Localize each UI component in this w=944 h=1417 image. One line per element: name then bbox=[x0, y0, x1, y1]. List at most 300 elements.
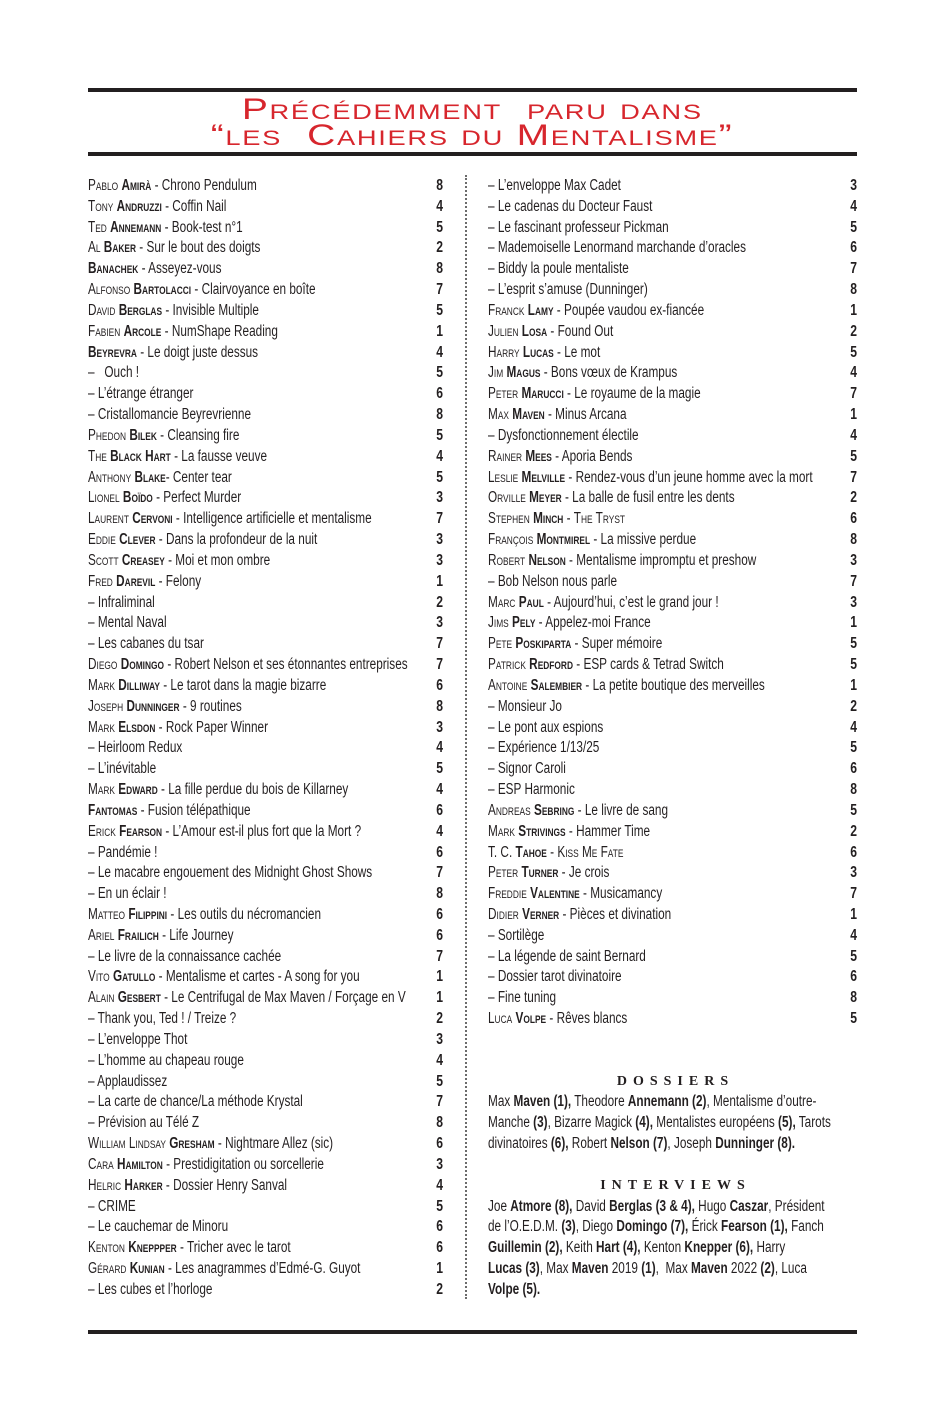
issue-number: 2 bbox=[436, 1010, 443, 1028]
issue-number: 1 bbox=[436, 572, 443, 590]
text: Fanch bbox=[787, 1218, 824, 1236]
entry-label bbox=[488, 384, 701, 405]
text: Hugo bbox=[694, 1197, 730, 1215]
entry-title: - L’Amour est-il plus fort que la Mort ? bbox=[162, 822, 362, 840]
entry-label bbox=[88, 676, 326, 697]
author-last-name: Gresham bbox=[169, 1135, 215, 1153]
entry-title: – CRIME bbox=[88, 1197, 136, 1215]
entry-label bbox=[488, 697, 562, 718]
author-first-name: Lionel bbox=[88, 489, 120, 507]
issue-number: 2 bbox=[850, 822, 857, 840]
entry-label bbox=[488, 718, 603, 739]
issue-number: 6 bbox=[850, 510, 857, 528]
dossiers-paragraph bbox=[488, 1092, 857, 1154]
toc-entry bbox=[488, 572, 857, 593]
entry-title: - Invisible Multiple bbox=[162, 301, 259, 319]
author-last-name: Turner bbox=[521, 864, 559, 882]
toc-entry bbox=[88, 822, 443, 843]
toc-entry bbox=[488, 447, 857, 468]
toc-entry bbox=[488, 738, 857, 759]
entry-label bbox=[88, 1217, 228, 1238]
author-first-name: Marc bbox=[488, 593, 516, 611]
issue-number: 6 bbox=[850, 760, 857, 778]
toc-entry bbox=[88, 926, 443, 947]
entry-label bbox=[488, 926, 544, 947]
issue-number: 3 bbox=[850, 177, 857, 194]
issue-number: 7 bbox=[850, 468, 857, 486]
entry-title: - bbox=[546, 843, 558, 861]
entry-title: - Cleansing fire bbox=[156, 426, 240, 444]
entry-label bbox=[88, 634, 204, 655]
entry-label bbox=[488, 238, 746, 259]
issue-number: 6 bbox=[850, 968, 857, 986]
entry-label bbox=[88, 468, 232, 489]
issue-number: 3 bbox=[436, 718, 443, 736]
toc-entry bbox=[488, 926, 857, 947]
author-last-name: Volpe bbox=[515, 1010, 547, 1028]
entry-label bbox=[88, 405, 251, 426]
issue-number: 6 bbox=[850, 239, 857, 257]
issue-number: 1 bbox=[436, 1260, 443, 1278]
author-last-name: Minch bbox=[533, 510, 564, 528]
text: Harry bbox=[753, 1239, 786, 1257]
toc-entry bbox=[488, 509, 857, 530]
author-last-name: Fantomas bbox=[88, 801, 138, 819]
author-last-name: Meyer bbox=[529, 489, 562, 507]
entry-title: – Le pont aux espions bbox=[488, 718, 604, 736]
issue-number: 1 bbox=[850, 406, 857, 424]
entry-title: - Aujourd’hui, c’est le grand jour ! bbox=[543, 593, 719, 611]
entry-label bbox=[88, 697, 242, 718]
paragraph-line bbox=[488, 1092, 857, 1113]
entry-title: – Bob Nelson nous parle bbox=[488, 572, 618, 590]
author-first-name: David bbox=[88, 301, 116, 319]
entry-title: – L’enveloppe Thot bbox=[88, 1030, 188, 1048]
bold-text: Maven (1), bbox=[513, 1093, 572, 1111]
author-first-name: Franck bbox=[488, 301, 525, 319]
entry-label bbox=[488, 447, 632, 468]
entry-label bbox=[488, 822, 650, 843]
entry-title: - Musicamancy bbox=[579, 885, 663, 903]
entry-label bbox=[488, 426, 639, 447]
entry-title: - La petite boutique des merveilles bbox=[582, 676, 765, 694]
bold-text: Annemann (2) bbox=[627, 1093, 707, 1111]
entry-label bbox=[488, 405, 627, 426]
paragraph-line bbox=[488, 1238, 857, 1259]
text: Theodore bbox=[571, 1093, 628, 1111]
toc-entry bbox=[88, 1134, 443, 1155]
toc-entry bbox=[488, 468, 857, 489]
toc-entry bbox=[88, 738, 443, 759]
toc-entry bbox=[488, 759, 857, 780]
author-last-name: Baker bbox=[103, 239, 137, 257]
issue-number: 3 bbox=[436, 1155, 443, 1173]
right-column bbox=[488, 176, 857, 1301]
entry-title: - La fille perdue du bois de Killarney bbox=[157, 781, 349, 799]
author-last-name: Kneppper bbox=[128, 1239, 177, 1257]
entry-title: - Clairvoyance en boîte bbox=[191, 281, 316, 299]
author-first-name: The bbox=[88, 447, 107, 465]
author-last-name: Redford bbox=[529, 656, 573, 674]
toc-entry bbox=[488, 176, 857, 197]
bold-text: Maven bbox=[571, 1260, 609, 1278]
entry-label bbox=[488, 259, 629, 280]
entry-title: – Expérience 1/13/25 bbox=[488, 739, 600, 757]
toc-entry bbox=[88, 1051, 443, 1072]
bold-text: Knepper (6), bbox=[684, 1239, 754, 1257]
toc-entry bbox=[488, 322, 857, 343]
entry-title: - Intelligence artificielle et mentalisme bbox=[172, 510, 372, 528]
toc-entry bbox=[88, 488, 443, 509]
toc-entry bbox=[488, 363, 857, 384]
entry-title: – La légende de saint Bernard bbox=[488, 947, 646, 965]
author-last-name: Gatullo bbox=[112, 968, 156, 986]
issue-number: 8 bbox=[436, 406, 443, 424]
toc-entry bbox=[88, 905, 443, 926]
author-first-name: Alfonso bbox=[88, 281, 131, 299]
author-last-name: Bartolacci bbox=[133, 281, 192, 299]
toc-entry bbox=[488, 280, 857, 301]
entry-title: - ESP cards & Tetrad Switch bbox=[572, 656, 724, 674]
entry-title: - Book-test n°1 bbox=[161, 218, 243, 236]
entry-label bbox=[488, 488, 735, 509]
entry-label bbox=[88, 593, 155, 614]
author-last-name: Bilek bbox=[129, 426, 157, 444]
entry-title: – Le fascinant professeur Pickman bbox=[488, 218, 669, 236]
author-last-name: Strivings bbox=[518, 822, 566, 840]
author-first-name: Harry bbox=[488, 343, 520, 361]
entry-title: - Le doigt juste dessus bbox=[136, 343, 259, 361]
toc-entry bbox=[488, 676, 857, 697]
issue-number: 2 bbox=[436, 593, 443, 611]
entry-label bbox=[88, 1030, 187, 1051]
title-line-2 bbox=[0, 119, 944, 152]
issue-number: 8 bbox=[436, 260, 443, 278]
entry-title: – L’esprit s’amuse (Dunninger) bbox=[488, 281, 648, 299]
entry-label bbox=[488, 988, 556, 1009]
bold-text: Fearson (1), bbox=[721, 1218, 788, 1236]
bold-text: Hart (4), bbox=[596, 1239, 641, 1257]
entry-label bbox=[488, 655, 724, 676]
toc-entry bbox=[88, 176, 443, 197]
toc-entry bbox=[488, 301, 857, 322]
entry-label bbox=[88, 1072, 167, 1093]
toc-entry bbox=[488, 905, 857, 926]
entry-label bbox=[88, 488, 241, 509]
entry-label bbox=[488, 759, 566, 780]
issue-number: 6 bbox=[436, 676, 443, 694]
entry-title: - Le mot bbox=[553, 343, 601, 361]
toc-entry bbox=[88, 301, 443, 322]
author-first-name: Fred bbox=[88, 572, 113, 590]
toc-entry bbox=[88, 655, 443, 676]
bottom-rule bbox=[88, 1330, 857, 1334]
toc-entry bbox=[488, 655, 857, 676]
entry-label bbox=[488, 551, 756, 572]
author-last-name: Domingo bbox=[120, 656, 165, 674]
toc-entry bbox=[488, 947, 857, 968]
toc-entry bbox=[88, 509, 443, 530]
issue-number: 2 bbox=[850, 489, 857, 507]
text: David bbox=[572, 1197, 610, 1215]
issue-number: 3 bbox=[436, 614, 443, 632]
issue-number: 2 bbox=[850, 697, 857, 715]
issue-number: 5 bbox=[436, 468, 443, 486]
toc-entry bbox=[88, 1030, 443, 1051]
bold-text: Maven bbox=[690, 1260, 728, 1278]
issue-number: 6 bbox=[436, 1239, 443, 1257]
author-last-name: Valentine bbox=[530, 885, 580, 903]
toc-entry bbox=[88, 676, 443, 697]
toc-entry bbox=[88, 426, 443, 447]
issue-number: 1 bbox=[850, 905, 857, 923]
issue-number: 2 bbox=[436, 1280, 443, 1298]
text: Max bbox=[488, 1093, 514, 1111]
toc-entry bbox=[88, 634, 443, 655]
toc-entry bbox=[88, 551, 443, 572]
text: Mentalistes européens bbox=[652, 1114, 779, 1132]
entry-title: – La carte de chance/La méthode Krystal bbox=[88, 1093, 303, 1111]
toc-entry bbox=[88, 384, 443, 405]
entry-title: – Mental Naval bbox=[88, 614, 167, 632]
issue-number: 4 bbox=[436, 197, 443, 215]
bold-text: (5), bbox=[778, 1114, 796, 1132]
author-first-name: Ariel bbox=[88, 926, 115, 944]
entry-label bbox=[488, 363, 677, 384]
text: , Max bbox=[539, 1260, 572, 1278]
text: Érick bbox=[688, 1218, 722, 1236]
author-last-name: Pely bbox=[512, 614, 536, 632]
issue-number: 5 bbox=[850, 447, 857, 465]
toc-entry bbox=[488, 780, 857, 801]
entry-label bbox=[488, 176, 621, 197]
entry-label bbox=[488, 780, 575, 801]
entry-title: – Applaudissez bbox=[88, 1072, 168, 1090]
entry-title: - Dans la profondeur de la nuit bbox=[155, 531, 318, 549]
text: , Diego bbox=[575, 1218, 617, 1236]
entry-label bbox=[88, 1113, 199, 1134]
issue-number: 4 bbox=[850, 364, 857, 382]
issue-number: 7 bbox=[436, 1093, 443, 1111]
author-first-name: Orville bbox=[488, 489, 526, 507]
entry-title: – Signor Caroli bbox=[488, 760, 566, 778]
issue-number: 5 bbox=[850, 635, 857, 653]
entry-title: – Le cauchemar de Minoru bbox=[88, 1218, 229, 1236]
entry-label bbox=[88, 947, 281, 968]
author-last-name: Dunninger bbox=[126, 697, 180, 715]
author-first-name: Erick bbox=[88, 822, 116, 840]
entry-title: - Poupée vaudou ex-fiancée bbox=[553, 301, 705, 319]
toc-entry bbox=[88, 447, 443, 468]
entry-label bbox=[488, 593, 719, 614]
dossiers-section bbox=[488, 1072, 857, 1155]
entry-title: - Les outils du nécromancien bbox=[167, 905, 322, 923]
issue-number: 8 bbox=[436, 177, 443, 194]
entry-label bbox=[88, 280, 316, 301]
author-last-name: Dilliway bbox=[118, 676, 160, 694]
issue-number: 7 bbox=[436, 864, 443, 882]
issue-number: 1 bbox=[436, 989, 443, 1007]
author-last-name: Filippini bbox=[128, 905, 168, 923]
toc-entry bbox=[488, 718, 857, 739]
toc-entry bbox=[88, 988, 443, 1009]
toc-entry bbox=[88, 1238, 443, 1259]
issue-number: 5 bbox=[436, 760, 443, 778]
issue-number: 2 bbox=[850, 322, 857, 340]
author-last-name: Salembier bbox=[530, 676, 583, 694]
entry-label bbox=[88, 655, 408, 676]
entry-label bbox=[488, 843, 623, 864]
toc-entry bbox=[88, 197, 443, 218]
entry-title: – Fine tuning bbox=[488, 989, 557, 1007]
author-last-name: Elsdon bbox=[118, 718, 156, 736]
entry-title: - Mentalisme impromptu et preshow bbox=[565, 551, 757, 569]
bold-text: (2) bbox=[760, 1260, 775, 1278]
bold-text: (3) bbox=[533, 1114, 548, 1132]
paragraph-line bbox=[488, 1113, 857, 1134]
issue-number: 1 bbox=[436, 322, 443, 340]
entry-label bbox=[88, 447, 267, 468]
author-first-name: Rainer bbox=[488, 447, 523, 465]
entry-label bbox=[88, 176, 257, 197]
toc-entry bbox=[88, 238, 443, 259]
entry-title: - Dossier Henry Sanval bbox=[162, 1176, 288, 1194]
text: 2022 bbox=[727, 1260, 761, 1278]
toc-entry bbox=[488, 530, 857, 551]
author-last-name: Arcole bbox=[123, 322, 162, 340]
toc-entry bbox=[88, 1176, 443, 1197]
toc-entry bbox=[88, 280, 443, 301]
entry-label bbox=[88, 363, 139, 384]
entry-title: - Hammer Time bbox=[565, 822, 651, 840]
text: divinatoires bbox=[488, 1135, 551, 1153]
issue-number: 3 bbox=[850, 551, 857, 569]
entry-title: - Super mémoire bbox=[571, 635, 663, 653]
text: , Mentalisme d’outre- bbox=[706, 1093, 817, 1111]
issue-number: 5 bbox=[850, 801, 857, 819]
toc-entry bbox=[88, 405, 443, 426]
entry-label bbox=[488, 1009, 627, 1030]
toc-entry bbox=[88, 218, 443, 239]
entry-title: - Le Centrifugal de Max Maven / Forçage en V bbox=[160, 989, 406, 1007]
toc-entry bbox=[88, 1217, 443, 1238]
issue-number: 8 bbox=[436, 697, 443, 715]
author-last-name: Blake bbox=[134, 468, 166, 486]
entry-title: – Le macabre engouement des Midnight Ghost Shows bbox=[88, 864, 373, 882]
entry-title: - Asseyez-vous bbox=[138, 260, 222, 278]
author-first-name: Cara bbox=[88, 1155, 114, 1173]
issue-number: 5 bbox=[850, 343, 857, 361]
entry-title: - Minus Arcana bbox=[544, 406, 627, 424]
author-first-name: Patrick bbox=[488, 656, 526, 674]
author-first-name: Max bbox=[488, 406, 509, 424]
entry-label bbox=[488, 863, 609, 884]
author-last-name: Marucci bbox=[521, 385, 564, 403]
author-first-name: Anthony bbox=[88, 468, 132, 486]
issue-number: 6 bbox=[436, 1135, 443, 1153]
entry-label bbox=[88, 1051, 244, 1072]
issue-number: 5 bbox=[850, 739, 857, 757]
author-first-name: Antoine bbox=[488, 676, 528, 694]
entry-title: - Felony bbox=[155, 572, 202, 590]
toc-entry bbox=[88, 1113, 443, 1134]
entry-title: – L’enveloppe Max Cadet bbox=[488, 177, 621, 194]
column-separator bbox=[465, 175, 467, 1299]
entry-title: – Dysfonctionnement électile bbox=[488, 426, 639, 444]
toc-entry bbox=[88, 468, 443, 489]
text: , Max bbox=[655, 1260, 691, 1278]
entry-title: - Prestidigitation ou sorcellerie bbox=[162, 1155, 324, 1173]
author-last-name: Hamilton bbox=[116, 1155, 163, 1173]
entry-title: – En un éclair ! bbox=[88, 885, 167, 903]
entry-label bbox=[488, 509, 625, 530]
issue-number: 8 bbox=[850, 781, 857, 799]
issue-number: 1 bbox=[850, 301, 857, 319]
author-last-name: Maven bbox=[512, 406, 545, 424]
text: , Bizarre Magick bbox=[547, 1114, 636, 1132]
author-last-name: Melville bbox=[521, 468, 566, 486]
entry-title: - Le royaume de la magie bbox=[563, 385, 701, 403]
author-first-name: Luca bbox=[488, 1010, 513, 1028]
issue-number: 5 bbox=[436, 364, 443, 382]
toc-entry bbox=[88, 759, 443, 780]
entry-title: – Monsieur Jo bbox=[488, 697, 562, 715]
title-text-2: “les Cahiers du Mentalisme” bbox=[210, 119, 734, 152]
entry-label bbox=[88, 822, 361, 843]
bold-text: (4), bbox=[635, 1114, 653, 1132]
entry-label bbox=[88, 759, 156, 780]
issue-number: 8 bbox=[850, 531, 857, 549]
author-first-name: Kenton bbox=[88, 1239, 125, 1257]
issue-number: 1 bbox=[436, 968, 443, 986]
issue-number: 4 bbox=[850, 926, 857, 944]
issue-number: 4 bbox=[850, 426, 857, 444]
entry-title: - Nightmare Allez (sic) bbox=[214, 1135, 334, 1153]
page-title bbox=[0, 93, 944, 152]
toc-entry bbox=[488, 967, 857, 988]
paragraph-line bbox=[488, 1280, 857, 1301]
toc-entry bbox=[488, 218, 857, 239]
entry-title: - NumShape Reading bbox=[161, 322, 278, 340]
entry-label bbox=[488, 218, 669, 239]
entry-title: - Je crois bbox=[558, 864, 610, 882]
bold-text: Guillemin (2), bbox=[488, 1239, 563, 1257]
entry-title: - Coffin Nail bbox=[161, 197, 227, 215]
interviews-paragraph bbox=[488, 1197, 857, 1301]
entry-label bbox=[88, 426, 239, 447]
bold-text: (1) bbox=[641, 1260, 656, 1278]
entry-label bbox=[88, 967, 360, 988]
author-last-name: Poskiparta bbox=[515, 635, 572, 653]
entry-title: – L’homme au chapeau rouge bbox=[88, 1051, 244, 1069]
author-last-name: Cervoni bbox=[132, 510, 173, 528]
author-last-name: Creasey bbox=[121, 551, 165, 569]
entry-label bbox=[488, 884, 662, 905]
author-first-name: Julien bbox=[488, 322, 519, 340]
issue-number: 3 bbox=[436, 489, 443, 507]
issue-number: 7 bbox=[436, 656, 443, 674]
top-rule bbox=[88, 88, 857, 92]
entry-title: - Les anagrammes d’Edmé-G. Guyot bbox=[164, 1260, 361, 1278]
entry-title: – ESP Harmonic bbox=[488, 781, 575, 799]
toc-entry bbox=[88, 780, 443, 801]
author-first-name: Al bbox=[88, 239, 101, 257]
toc-entry bbox=[488, 988, 857, 1009]
toc-entry bbox=[88, 947, 443, 968]
entry-label bbox=[88, 1092, 303, 1113]
issue-number: 7 bbox=[850, 385, 857, 403]
entry-label bbox=[88, 1197, 136, 1218]
